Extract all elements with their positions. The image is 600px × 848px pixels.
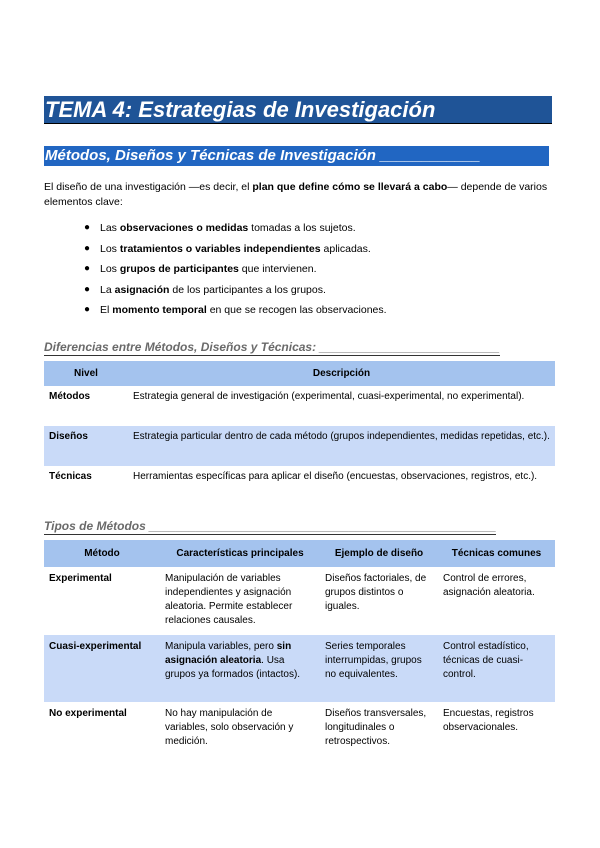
column-header-descripcion: Descripción	[128, 361, 555, 386]
bullet-icon: ●	[84, 222, 91, 233]
table-header-row	[44, 361, 555, 386]
table-row	[44, 567, 555, 635]
cell-metodo: Experimental	[49, 573, 112, 584]
cell-ejemplo: Diseños transversales, longitudinales o retrospectivos.	[325, 708, 427, 747]
cell-descripcion: Estrategia particular dentro de cada método (grupos independientes, medidas repetidas, etc.).	[128, 426, 555, 466]
methods-table	[44, 540, 555, 770]
list-item: ● La asignación de los participantes a los grupos.	[84, 283, 326, 296]
section-subtitle: Métodos, Diseños y Técnicas de Investigación ____________	[44, 146, 549, 166]
table-row	[44, 702, 555, 770]
list-item: ● Las observaciones o medidas tomadas a los sujetos.	[84, 222, 356, 234]
column-header-metodo: Método	[44, 540, 160, 567]
section-heading-methods: Tipos de Métodos ____________________________________________________	[44, 519, 497, 533]
key-elements-list	[84, 221, 387, 324]
table-row	[44, 466, 555, 506]
intro-paragraph	[44, 180, 556, 209]
table-row	[44, 386, 555, 426]
list-item: ● Los tratamientos o variables independientes aplicadas.	[84, 242, 371, 255]
cell-tecnicas: Control de errores, asignación aleatoria.	[443, 573, 535, 598]
section-heading-differences: Diferencias entre Métodos, Diseños y Técnicas: ___________________________	[44, 340, 500, 354]
cell-tecnicas: Encuestas, registros observacionales.	[443, 708, 534, 733]
column-header-tecnicas: Técnicas comunes	[438, 540, 555, 567]
page-title: TEMA 4: Estrategias de Investigación	[44, 96, 552, 124]
cell-descripcion: Estrategia general de investigación (experimental, cuasi-experimental, no experimental).	[133, 391, 525, 402]
cell-caracteristicas: Manipula variables, pero sin asignación aleatoria. Usa grupos ya formados (intactos).	[160, 635, 320, 702]
cell-tecnicas: Control estadístico, técnicas de cuasi-control.	[438, 635, 555, 702]
intro-text-bold: plan que define cómo se llevará a cabo	[252, 181, 448, 193]
bullet-icon: ●	[84, 263, 91, 274]
cell-descripcion: Herramientas específicas para aplicar el diseño (encuestas, observaciones, registros, etc.).	[133, 471, 538, 482]
column-header-nivel: Nivel	[44, 361, 128, 386]
cell-metodo: Cuasi-experimental	[44, 635, 160, 702]
bullet-icon: ●	[84, 283, 91, 295]
table-row	[44, 426, 555, 466]
cell-nivel: Técnicas	[49, 471, 92, 482]
list-item: ● El momento temporal en que se recogen las observaciones.	[84, 304, 387, 316]
table-header-row	[44, 540, 555, 567]
bullet-icon: ●	[84, 304, 91, 315]
list-item: ● Los grupos de participantes que intervienen.	[84, 263, 317, 275]
cell-ejemplo: Series temporales interrumpidas, grupos no equivalentes.	[320, 635, 438, 702]
table-row	[44, 635, 555, 702]
intro-text-end: — depende de varios elementos clave:	[44, 181, 548, 208]
cell-caracteristicas: No hay manipulación de variables, solo observación y medición.	[165, 708, 294, 747]
cell-nivel: Métodos	[49, 391, 91, 402]
cell-ejemplo: Diseños factoriales, de grupos distintos o iguales.	[325, 573, 427, 612]
bullet-icon: ●	[84, 242, 91, 254]
column-header-ejemplo: Ejemplo de diseño	[320, 540, 438, 567]
column-header-caracteristicas: Características principales	[160, 540, 320, 567]
cell-nivel: Diseños	[44, 426, 128, 466]
differences-table	[44, 361, 555, 506]
cell-caracteristicas: Manipulación de variables independientes y asignación aleatoria. Permite establecer relaciones causales.	[165, 573, 293, 626]
intro-text-start: El diseño de una investigación —es decir, el	[44, 181, 253, 193]
cell-metodo: No experimental	[49, 708, 127, 719]
